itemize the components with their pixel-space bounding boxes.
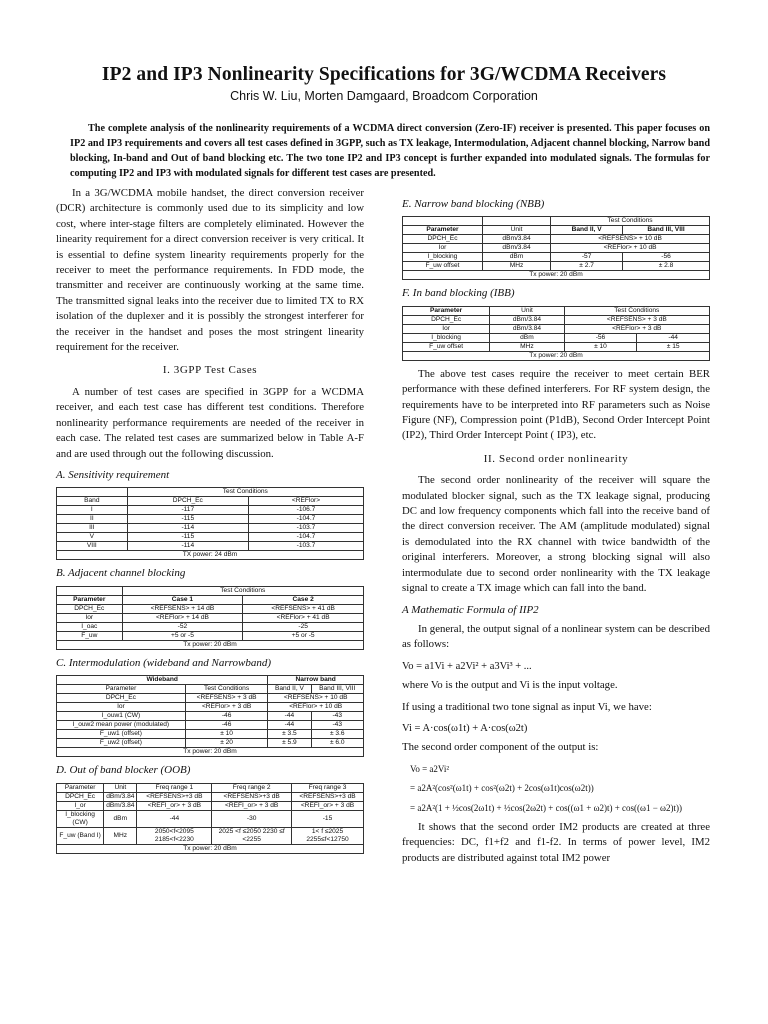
table-footer: TX power: 24 dBm — [57, 551, 364, 560]
table-cell: -114 — [127, 524, 248, 533]
table-cell: Narrow band — [268, 676, 364, 685]
intro-paragraph: In a 3G/WCDMA mobile handset, the direct conversion receiver (DCR) architecture is commonly used due to its simplicity and low cost, where inter-stage filters are completely eliminated. However the linearity requirement for a direct conversion receiver is very critical. It is essential to define system linearity requirements properly for the receiver to meet the performance requirements. In FDD mode, the transmitter and receiver are continuously working at the same time. The transmitted signal leaks into the receiver due to limited TX to RX isolation of the duplexer and it is possibly the strongest interferer for the receiver in the handset and poses the most stringent linearity requirement for the receiver. — [56, 187, 364, 354]
table-cell: I_blocking — [403, 253, 483, 262]
second-order-component-text: The second order component of the output is: — [402, 741, 599, 754]
subheading-iip2-formula: A Mathematic Formula of IIP2 — [402, 603, 539, 616]
table-cell: DPCH_Ec — [57, 694, 186, 703]
second-order-paragraph: The second order nonlinearity of the receiver will square the modulated blocker signal, such as the TX leakage signal, producing DC and low frequency components which fall into the receive band of the direct conversion receiver. The AM (amplitude modulated) signal is demodulated into the RX channel with twice bandwidth of the original interferers. Moreover, a strong blocking signal will also intermodulate due to second order nonlinearity with the TX leakage signal to create a TX image which can fall into the band. — [402, 474, 710, 595]
table-cell: Parameter — [57, 783, 104, 792]
table-row — [57, 694, 364, 703]
table-row — [57, 640, 364, 649]
table-cell: -117 — [127, 506, 248, 515]
abstract: The complete analysis of the nonlinearity requirements of a WCDMA direct conversion (Zero-IF) receiver is presented. This paper focuses on IP2 and IP3 requirements and covers all test cases defined in 3GPP, such as TX leakage, Intermodulation, Adjacent channel blocking, Narrow band blocking, In-band and Out of band blocking etc. The two tone IP2 and IP3 concept is further expanded into modulated signals. The formulas for computing IP2 and IP3 with modulated signals for different test cases are presented. — [70, 123, 710, 179]
table-row — [403, 253, 710, 262]
table-cell — [482, 217, 550, 226]
table-cell — [403, 217, 483, 226]
table-cell: ± 2.8 — [623, 262, 710, 271]
table-row — [57, 844, 364, 853]
table-cell: MHz — [490, 342, 564, 351]
table-cell: Tx power: 20 dBm — [57, 844, 364, 853]
table-cell: F_uw offset — [403, 262, 483, 271]
table-row — [57, 827, 364, 844]
table-row — [57, 506, 364, 515]
table-cell — [57, 586, 123, 595]
nonlinear-system-paragraph: In general, the output signal of a nonlinear system can be described as follows: — [402, 622, 710, 651]
table-cell: +5 or -5 — [122, 631, 243, 640]
table-row — [57, 721, 364, 730]
table-cell: -44 — [268, 712, 311, 721]
paper-title: IP2 and IP3 Nonlinearity Specifications for 3G/WCDMA Receivers — [101, 64, 667, 85]
subheading-sensitivity: A. Sensitivity requirement — [56, 468, 170, 481]
table-cell: -103.7 — [248, 524, 363, 533]
table-cell: MHz — [482, 262, 550, 271]
table-cell: F_uw (Band I) — [57, 827, 104, 844]
table-row — [403, 306, 710, 315]
table-row — [403, 333, 710, 342]
table-cell: DPCH_Ec — [57, 792, 104, 801]
table-cell: Case 1 — [122, 595, 243, 604]
subheading-in-band: F. In band blocking (IBB) — [402, 287, 515, 300]
table-cell: I_or — [57, 801, 104, 810]
table-cell: <REFlor> + 10 dB — [551, 244, 710, 253]
table-cell: <REFSENS> + 10 dB — [551, 235, 710, 244]
table-cell: I_blocking (CW) — [57, 810, 104, 827]
table-row — [403, 324, 710, 333]
table-row — [57, 542, 364, 551]
table-cell: ± 6.0 — [311, 739, 364, 748]
table-row — [57, 631, 364, 640]
table-cell: Case 2 — [243, 595, 364, 604]
table-cell: <REFlor> + 14 dB — [122, 613, 243, 622]
col-header: Band — [57, 497, 128, 506]
table-cell: <REFSENS>+3 dB — [137, 792, 212, 801]
table-row — [57, 586, 364, 595]
table-cell: Freq range 2 — [212, 783, 292, 792]
table-cell: Wideband — [57, 676, 268, 685]
table-row — [57, 739, 364, 748]
table-row — [403, 226, 710, 235]
table-row — [403, 351, 710, 360]
table-cell: <REFSENS>+3 dB — [212, 792, 292, 801]
table-cell: 2050<f<2095 2185<f<2230 — [137, 827, 212, 844]
table-row — [57, 488, 364, 497]
table-sensitivity — [56, 487, 364, 560]
table-cell: Band III, VIII — [311, 685, 364, 694]
table-row — [57, 604, 364, 613]
table-cell: +5 or -5 — [243, 631, 364, 640]
table-cell: Tx power: 20 dBm — [57, 748, 364, 757]
table-cell: -104.7 — [248, 533, 363, 542]
table-cell: -44 — [137, 810, 212, 827]
table-row — [403, 262, 710, 271]
col-header: DPCH_Ec — [127, 497, 248, 506]
table-cell: Test Conditions — [551, 217, 710, 226]
table-cell: Ior — [57, 703, 186, 712]
table-cell: -56 — [564, 333, 637, 342]
table-cell: dBm/3.84 — [490, 324, 564, 333]
table-cell: <REFI_or> + 3 dB — [137, 801, 212, 810]
table-cell: dBm — [490, 333, 564, 342]
table-cell: -25 — [243, 622, 364, 631]
table-cell: dBm/3.84 — [104, 801, 137, 810]
subheading-out-of-band: D. Out of band blocker (OOB) — [56, 764, 191, 777]
table-cell: Tx power: 20 dBm — [57, 640, 364, 649]
table-cell: -52 — [122, 622, 243, 631]
table-cell: -114 — [127, 542, 248, 551]
table-cell: I_blocking — [403, 333, 490, 342]
table-cell: Parameter — [403, 306, 490, 315]
equation-expansion-1: = a2A²(cos²(ω1t) + cos²(ω2t) + 2cos(ω1t)cos(ω2t)) — [410, 783, 594, 794]
equation-output: Vo = a1Vi + a2Vi² + a3Vi³ + ... — [402, 660, 532, 672]
table-cell: <REFlor> + 41 dB — [243, 613, 364, 622]
table-row — [57, 801, 364, 810]
table-cell: I — [57, 506, 128, 515]
table-row — [57, 595, 364, 604]
table-cell: ± 10 — [564, 342, 637, 351]
table-cell: <REFlor> + 3 dB — [564, 324, 709, 333]
subheading-intermodulation: C. Intermodulation (wideband and Narrowband) — [56, 656, 272, 669]
equation-expansion-2: = a2A²(1 + ½cos(2ω1t) + ½cos(2ω2t) + cos((ω1 + ω2)t) + cos((ω1 − ω2)t)) — [410, 802, 682, 813]
table-cell: -56 — [623, 253, 710, 262]
table-row — [57, 613, 364, 622]
table-cell: ± 3.6 — [311, 730, 364, 739]
equation-second-order: Vo = a2Vi² — [410, 763, 450, 774]
table-cell: F_uw — [57, 631, 123, 640]
table-cell: Ior — [57, 613, 123, 622]
table-cell: <REFSENS> + 3 dB — [564, 315, 709, 324]
table-row — [57, 676, 364, 685]
table-cell: DPCH_Ec — [57, 604, 123, 613]
table-cell: Unit — [104, 783, 137, 792]
table-row — [403, 244, 710, 253]
table-cell: -46 — [185, 721, 268, 730]
table-row — [403, 217, 710, 226]
table-row — [57, 524, 364, 533]
table-cell: <REFSENS> + 14 dB — [122, 604, 243, 613]
table-cell: Parameter — [57, 685, 186, 694]
table-cell: dBm/3.84 — [482, 244, 550, 253]
table-cell: -30 — [212, 810, 292, 827]
table-cell: II — [57, 515, 128, 524]
table-cell: -44 — [637, 333, 710, 342]
table-row — [57, 515, 364, 524]
table-cell: 1< f ≤2025 2255≤f<12750 — [292, 827, 364, 844]
right-column — [402, 191, 710, 872]
table-cell: MHz — [104, 827, 137, 844]
table-cell: DPCH_Ec — [403, 235, 483, 244]
table-row — [403, 235, 710, 244]
table-cell: Tx power: 20 dBm — [403, 351, 710, 360]
table-row — [57, 748, 364, 757]
table-cell: -115 — [127, 533, 248, 542]
table-cell: <REFSENS> + 10 dB — [268, 694, 364, 703]
table-cell: -43 — [311, 721, 364, 730]
table-cell: I_ouw1 (CW) — [57, 712, 186, 721]
table-cell: Ior — [403, 324, 490, 333]
table-cell: III — [57, 524, 128, 533]
table-cell: -103.7 — [248, 542, 363, 551]
table-row — [403, 342, 710, 351]
table-cell: ± 3.5 — [268, 730, 311, 739]
table-cell: <REFSENS>+3 dB — [292, 792, 364, 801]
table-cell: F_uw2 (offset) — [57, 739, 186, 748]
table-cell: Unit — [482, 226, 550, 235]
table-cell: Band II, V — [268, 685, 311, 694]
table-group: Test Conditions — [127, 488, 363, 497]
test-cases-paragraph: A number of test cases are specified in 3GPP for a WCDMA receiver, and each test case has different test conditions. Therefore nonlinearity performance requirements are needed of the receiver in each case. The related test cases are summarized below in Table A-F and are used through out the following discussion. — [56, 385, 364, 460]
table-cell: -43 — [311, 712, 364, 721]
table-row — [57, 712, 364, 721]
table-cell: <REFlor> + 3 dB — [185, 703, 268, 712]
table-cell: Unit — [490, 306, 564, 315]
table-cell: -57 — [551, 253, 623, 262]
table-cell: DPCH_Ec — [403, 315, 490, 324]
table-row — [57, 497, 364, 506]
table-row — [403, 271, 710, 280]
table-cell: <REFSENS> + 41 dB — [243, 604, 364, 613]
table-adjacent-channel — [56, 586, 364, 650]
subheading-narrow-band: E. Narrow band blocking (NBB) — [402, 198, 545, 210]
table-cell: -44 — [268, 721, 311, 730]
table-row — [57, 685, 364, 694]
table-cell: V — [57, 533, 128, 542]
im2-products-paragraph: It shows that the second order IM2 products are created at three frequencies: DC, f1+f2 and f1-f2. In terms of power level, IM2 products are distributed against total IM2 power — [402, 820, 710, 864]
table-cell: Tx power: 20 dBm — [403, 271, 710, 280]
table-narrow-band — [402, 216, 710, 280]
table-intermodulation — [56, 675, 364, 757]
equation-input: Vi = A·cos(ω1t) + A·cos(ω2t) — [402, 722, 528, 734]
table-cell: I_ouw2 mean power (modulated) — [57, 721, 186, 730]
table-row — [57, 622, 364, 631]
table-cell: <REFI_or> + 3 dB — [212, 801, 292, 810]
table-cell: F_uw1 (offset) — [57, 730, 186, 739]
table-cell: <REFSENS> + 3 dB — [185, 694, 268, 703]
table-row — [403, 315, 710, 324]
two-tone-paragraph: If using a traditional two tone signal as input Vi, we have: — [402, 700, 652, 713]
table-cell: ± 5.9 — [268, 739, 311, 748]
table-cell: VIII — [57, 542, 128, 551]
table-cell: -15 — [292, 810, 364, 827]
subheading-adjacent-channel: B. Adjacent channel blocking — [56, 567, 186, 580]
table-cell: Ior — [403, 244, 483, 253]
table-cell: Band II, V — [551, 226, 623, 235]
table-row — [57, 533, 364, 542]
table-row — [57, 703, 364, 712]
table-cell: Band III, VIII — [623, 226, 710, 235]
table-cell: -104.7 — [248, 515, 363, 524]
table-cell: Freq range 3 — [292, 783, 364, 792]
table-cell: -46 — [185, 712, 268, 721]
equation-note: where Vo is the output and Vi is the input voltage. — [402, 679, 618, 692]
table-cell: Freq range 1 — [137, 783, 212, 792]
table-cell: Test Conditions — [564, 306, 709, 315]
table-cell: <REFlor> + 10 dB — [268, 703, 364, 712]
table-row — [57, 792, 364, 801]
table-cell: -115 — [127, 515, 248, 524]
table-cell: Test Conditions — [122, 586, 363, 595]
table-cell: dBm — [482, 253, 550, 262]
table-cell: Test Conditions — [185, 685, 268, 694]
table-cell: 2025 <f ≤2050 2230 ≤f <2255 — [212, 827, 292, 844]
table-row — [57, 810, 364, 827]
table-cell: ± 15 — [637, 342, 710, 351]
col-header: <REFlor> — [248, 497, 363, 506]
table-cell: I_oac — [57, 622, 123, 631]
table-cell: Parameter — [57, 595, 123, 604]
table-row — [57, 783, 364, 792]
section-heading-3gpp: I. 3GPP Test Cases — [162, 364, 258, 377]
table-cell: F_uw offset — [403, 342, 490, 351]
left-column — [56, 186, 364, 860]
section-heading-second-order: II. Second order nonlinearity — [483, 452, 629, 465]
table-cell: Parameter — [403, 226, 483, 235]
table-in-band — [402, 306, 710, 361]
table-cell: dBm/3.84 — [482, 235, 550, 244]
table-cell — [57, 488, 128, 497]
table-cell: dBm/3.84 — [104, 792, 137, 801]
table-row — [57, 730, 364, 739]
paper-authors: Chris W. Liu, Morten Damgaard, Broadcom Corporation — [230, 89, 538, 103]
table-cell: <REFI_or> + 3 dB — [292, 801, 364, 810]
table-cell: ± 20 — [185, 739, 268, 748]
table-cell: dBm/3.84 — [490, 315, 564, 324]
table-cell: dBm — [104, 810, 137, 827]
table-out-of-band — [56, 783, 364, 854]
rf-parameters-paragraph: The above test cases require the receiver to meet certain BER performance with these defined interferers. For RF system design, the requirements have to be interpreted into RF parameters such as Noise Figure (NF), Compression point (P1dB), Second Order Intercept Point (IP2), Third Order Intercept Point ( IP3), etc. — [402, 367, 710, 442]
table-cell: ± 10 — [185, 730, 268, 739]
table-row — [57, 551, 364, 560]
table-cell: ± 2.7 — [551, 262, 623, 271]
table-cell: -106.7 — [248, 506, 363, 515]
